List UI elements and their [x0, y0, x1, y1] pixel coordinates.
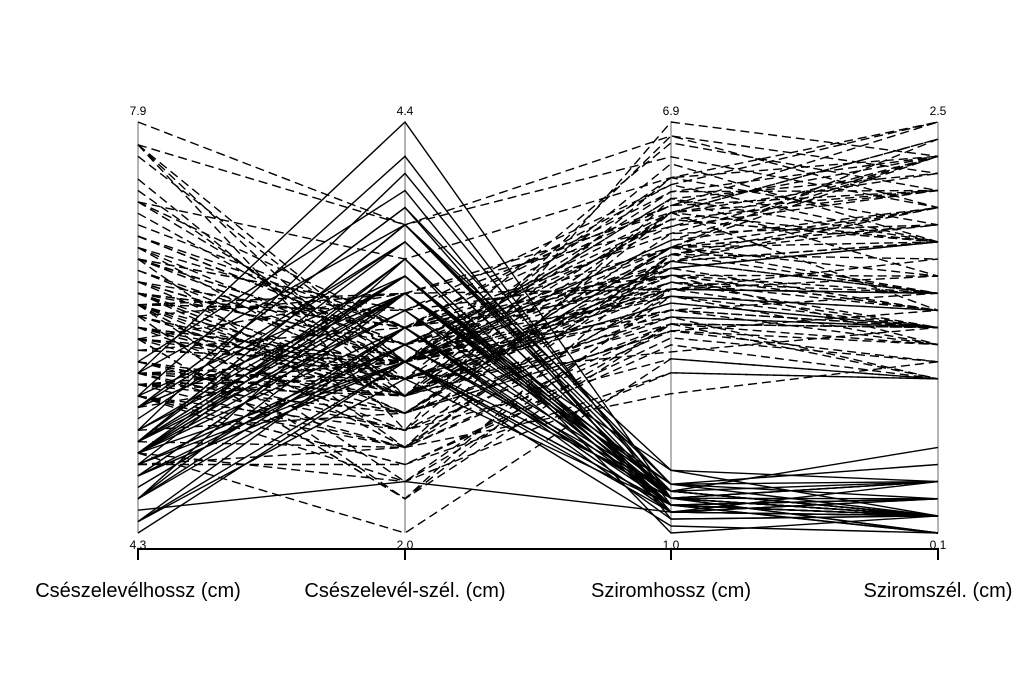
axis-min-label-0: 4.3 — [129, 538, 147, 552]
axis-max-label-3: 2.5 — [929, 104, 947, 118]
solid-line-10 — [138, 242, 938, 516]
dashed-line-81 — [138, 122, 938, 225]
axis-min-label-1: 2.0 — [396, 538, 414, 552]
dashed-line-23 — [138, 275, 938, 396]
axis-title-3: Sziromszél. (cm) — [863, 580, 1013, 602]
dashed-line-67 — [138, 136, 938, 225]
dashed-line-8 — [138, 270, 938, 379]
axis-max-label-0: 7.9 — [129, 104, 147, 118]
axis-title-2: Sziromhossz (cm) — [590, 580, 752, 602]
polylines — [138, 122, 938, 533]
axis-min-label-3: 0.1 — [929, 538, 947, 552]
axis-frame — [137, 549, 939, 560]
axis-title-1: Csészelevél-szél. (cm) — [304, 580, 506, 602]
axis-min-label-2: 1.0 — [662, 538, 680, 552]
solid-line-48 — [138, 242, 938, 516]
axis-max-label-1: 4.4 — [396, 104, 414, 118]
axis-title-0: Csészelevélhossz (cm) — [35, 580, 241, 602]
dashed-series — [138, 122, 938, 533]
axis-max-label-2: 6.9 — [662, 104, 680, 118]
